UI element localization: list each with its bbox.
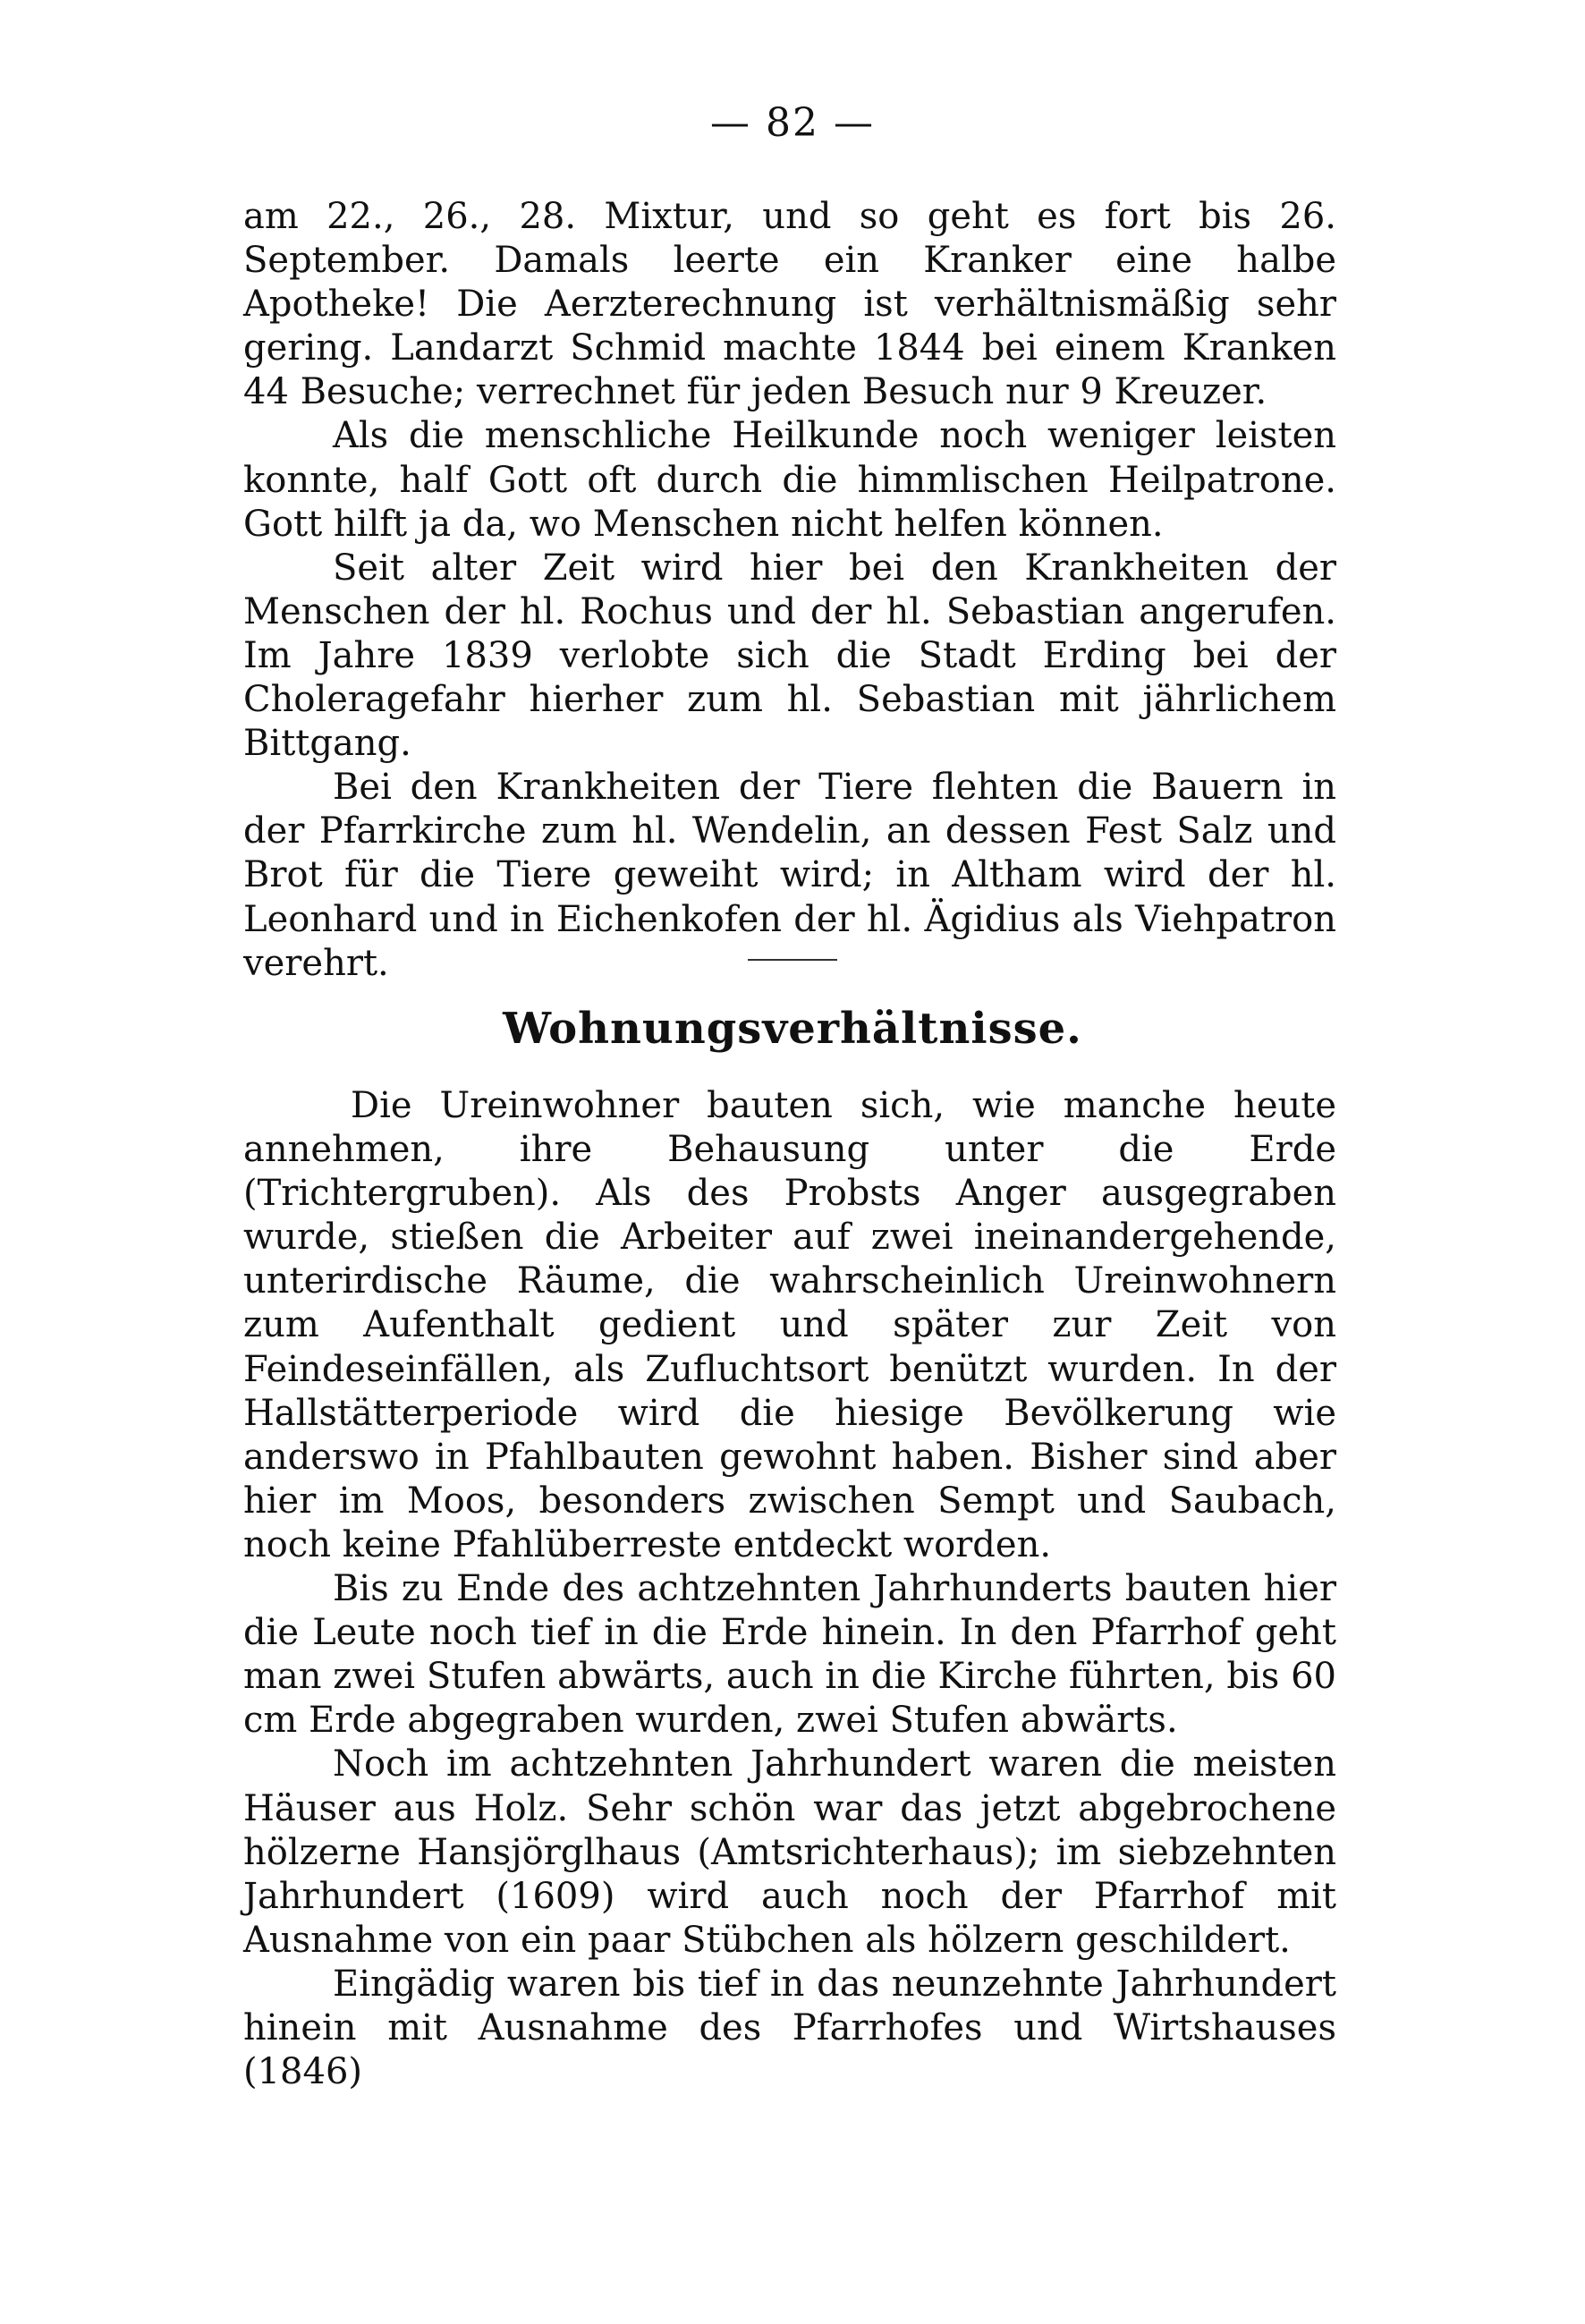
paragraph-single-storey: Eingädig waren bis tief in das neunzehnte Jahrhundert hinein mit Ausnahme des Pfarrhofes und Wirtshauses (1846) xyxy=(243,1963,1336,2093)
paragraph-early-dwellings: Die Ureinwohner bauten sich, wie manche heute annehmen, ihre Behausung unter die Erde (Trichtergruben). Als des Probsts Anger ausgegraben wurde, stießen die Arbeiter auf zwei ineinandergehende, unterirdische Räume, die wahrscheinlich Ureinwohnern zum Aufenthalt gedient und später zur Zeit von Feindeseinfällen, als Zufluchtsort benützt wurden. In der Hallstätterperiode wird die hiesige Bevölkerung wie anderswo in Pfahlbauten gewohnt haben. Bisher sind aber hier im Moos, besonders zwischen Sempt und Saubach, noch keine Pfahlüberreste entdeckt worden. xyxy=(243,1085,1336,1565)
section-divider xyxy=(748,959,837,961)
paragraph-wooden-houses: Noch im achtzehnten Jahrhundert waren die meisten Häuser aus Holz. Sehr schön war das jetzt abgebrochene hölzerne Hansjörglhaus (Amtsrichterhaus); im siebzehnten Jahrhundert (1609) wird auch noch der Pfarrhof mit Ausnahme von ein paar Stübchen als hölzern geschildert. xyxy=(243,1743,1336,1961)
paragraph-animal-patrons: Bei den Krankheiten der Tiere flehten die Bauern in der Pfarrkirche zum hl. Wendelin, an dessen Fest Salz und Brot für die Tiere geweiht wird; in Altham wird der hl. Leonhard und in Eichenkofen der hl. Ägidius als Viehpatron verehrt. xyxy=(243,767,1336,984)
paragraph-heavenly-healers: Als die menschliche Heilkunde noch weniger leisten konnte, half Gott oft durch die himmlischen Heilpatrone. Gott hilft ja da, wo Menschen nicht helfen können. xyxy=(243,415,1336,545)
paragraph-medicine-bills: am 22., 26., 28. Mixtur, und so geht es fort bis 26. September. Damals leerte ein Kranker eine halbe Apotheke! Die Aerzterechnung ist verhältnismäßig sehr gering. Landarzt Schmid machte 1844 bei einem Kranken 44 Besuche; verrechnet für jeden Besuch nur 9 Kreuzer. xyxy=(243,196,1336,413)
section-health-text xyxy=(243,195,1336,986)
page-number: — 82 — xyxy=(710,100,875,146)
paragraph-building-into-earth: Bis zu Ende des achtzehnten Jahrhunderts bauten hier die Leute noch tief in die Erde hinein. In den Pfarrhof geht man zwei Stufen abwärts, auch in die Kirche führten, bis 60 cm Erde abgegraben wurden, zwei Stufen abwärts. xyxy=(243,1568,1336,1742)
section-housing-text xyxy=(243,1084,1336,2094)
section-heading-housing: Wohnungsverhältnisse. xyxy=(503,1004,1082,1054)
paragraph-rochus-sebastian: Seit alter Zeit wird hier bei den Krankheiten der Menschen der hl. Rochus und der hl. Sebastian angerufen. Im Jahre 1839 verlobte sich die Stadt Erding bei der Choleragefahr hierher zum hl. Sebastian mit jährlichem Bittgang. xyxy=(243,547,1336,765)
